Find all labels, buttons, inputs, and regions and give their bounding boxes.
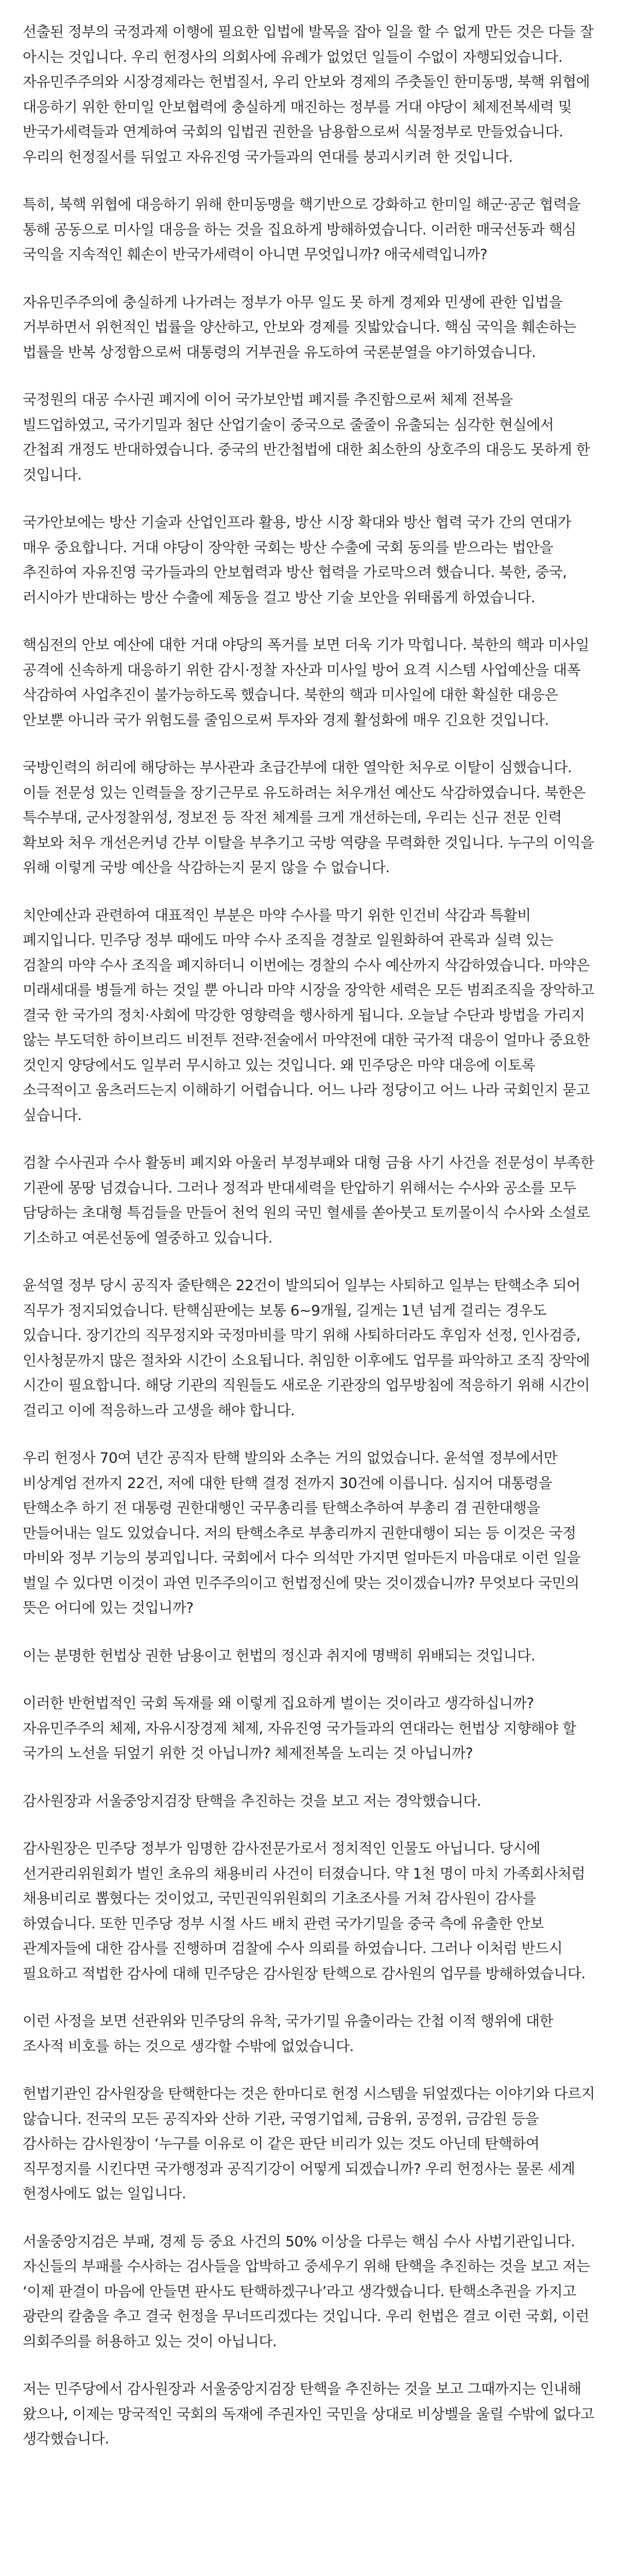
paragraph-4: 국정원의 대공 수사권 폐지에 이어 국가보안법 폐지를 추진함으로써 체제 전복을 빌드업하였고, 국가기밀과 첨단 산업기술이 중국으로 줄줄이 유출되는 심각한 현실에서 간첩죄 개정도 반대하였습니다. 중국의 반간첩법에 대한 최소한의 상호주의 대응도 못하게 한 것입니다. — [23, 391, 590, 483]
paragraph-13: 이러한 반헌법적인 국회 독재를 왜 이렇게 집요하게 벌이는 것이라고 생각하십니까? 자유민주주의 체제, 자유시장경제 체제, 자유진영 국가들과의 연대라는 헌법상 지향해야 할 국가의 노선을 뒤엎기 위한 것 아닙니까? 체제전복을 노리는 것 아닙니까? — [23, 1694, 576, 1761]
paragraph-11: 우리 헌정사 70여 년간 공직자 탄핵 발의와 소추는 거의 없었습니다. 윤석열 정부에서만 비상계엄 전까지 22건, 저에 대한 탄핵 결정 전까지 30건에 이릅니다. 심지어 대통령을 탄핵소추 하기 전 대통령 권한대행인 국무총리를 탄핵소추하여 부총리 겸 권한대행을 만들어내는 일도 있었습니다. 저의 탄핵소추로 부총리까지 권한대행이 되는 등 이것은 국정 마비와 정부 기능의 붕괴입니다. 국회에서 다수 의석만 가지면 얼마든지 마음대로 이런 일을 벌일 수 있다면 이것이 과연 민주주의이고 헌법정신에 맞는 것이겠습니까? 무엇보다 국민의 뜻은 어디에 있는 것입니까? — [23, 1449, 581, 1616]
paragraph-6: 핵심전의 안보 예산에 대한 거대 야당의 폭거를 보면 더욱 기가 막힙니다. 북한의 핵과 미사일 공격에 신속하게 대응하기 위한 감시·정찰 자산과 미사일 방어 요격 시스템 사업예산을 대폭 삭감하여 사업추진이 불가능하도록 했습니다. 북한의 핵과 미사일에 대한 확실한 대응은 안보뿐 아니라 국가 위험도를 줄임으로써 투자와 경제 활성화에 매우 긴요한 것입니다. — [23, 636, 589, 728]
paragraph-8: 치안예산과 관련하여 대표적인 부분은 마약 수사를 막기 위한 인건비 삭감과 특활비 폐지입니다. 민주당 정부 때에도 마약 수사 조직을 경찰로 일원화하여 관록과 실력 있는 검찰의 마약 수사 조직을 폐지하더니 이번에는 경찰의 수사 예산까지 삭감하였습니다. 마약은 미래세대를 병들게 하는 것일 뿐 아니라 마약 시장을 장악한 세력은 모든 범죄조직을 장악하고 결국 한 국가의 정치·사회에 막강한 영향력을 행사하게 됩니다. 오늘날 수단과 방법을 가리지 않는 부도덕한 하이브리드 비전투 전략·전술에서 마약전에 대한 국가적 대응이 얼마나 중요한 것인지 양당에서도 일부러 무시하고 있는 것입니다. 왜 민주당은 마약 대응에 이토록 소극적이고 움츠러드는지 이해하기 어렵습니다. 어느 나라 정당이고 어느 나라 국회인지 묻고 싶습니다. — [23, 906, 594, 1124]
paragraph-19: 저는 민주당에서 감사원장과 서울중앙지검장 탄핵을 추진하는 것을 보고 그때까지는 인내해 왔으나, 이제는 망국적인 국회의 독재에 주권자인 국민을 상대로 비상벨을 울릴 수밖에 없다고 생각했습니다. — [23, 2380, 594, 2447]
paragraph-12: 이는 분명한 헌법상 권한 남용이고 헌법의 정신과 취지에 명백히 위배되는 것입니다. — [23, 1647, 536, 1664]
paragraph-15: 감사원장은 민주당 정부가 임명한 감사전문가로서 정치적인 인물도 아닙니다. 당시에 선거관리위원회가 벌인 초유의 채용비리 사건이 터졌습니다. 약 1천 명이 마치 가족회사처럼 채용비리로 뽑혔다는 것이었고, 국민권익위원회의 기초조사를 거쳐 감사원이 감사를 하였습니다. 또한 민주당 정부 시절 사드 배치 관련 국가기밀을 중국 측에 유출한 안보 관계자들에 대한 감사를 진행하며 검찰에 수사 의뢰를 하였습니다. 그러나 이처럼 반드시 필요하고 적법한 감사에 대해 민주당은 감사원장 탄핵으로 감사원의 업무를 방해하였습니다. — [23, 1840, 586, 1982]
paragraph-2: 특히, 북핵 위협에 대응하기 위해 한미동맹을 핵기반으로 강화하고 한미일 해군·공군 협력을 통해 공동으로 미사일 대응을 하는 것을 집요하게 방해하였습니다. 이러한 매국선동과 핵심 국익을 지속적인 훼손이 반국가세력이 아니면 무엇입니까? 애국세력입니까? — [23, 196, 581, 263]
paragraph-14: 감사원장과 서울중앙지검장 탄핵을 추진하는 것을 보고 저는 경악했습니다. — [23, 1792, 482, 1809]
paragraph-3: 자유민주주의에 충실하게 나가려는 정부가 아무 일도 못 하게 경제와 민생에 관한 입법을 거부하면서 위헌적인 법률을 양산하고, 안보와 경제를 짓밟았습니다. 핵심 국익을 훼손하는 법률을 반복 상정함으로써 대통령의 거부권을 유도하여 국론분열을 야기하였습니다. — [23, 293, 576, 361]
paragraph-7: 국방인력의 허리에 해당하는 부사관과 초급간부에 대한 열악한 처우로 이탈이 심했습니다. 이들 전문성 있는 인력들을 장기근무로 유도하려는 처우개선 예산도 삭감하였습니다. 북한은 특수부대, 군사정찰위성, 정보전 등 작전 체계를 크게 개선하는데, 우리는 신규 전문 인력 확보와 처우 개선은커녕 간부 이탈을 부추기고 국방 역량을 무력화한 것입니다. 누구의 이익을 위해 이렇게 국방 예산을 삭감하는지 묻지 않을 수 없습니다. — [23, 759, 594, 876]
paragraph-17: 헌법기관인 감사원장을 탄핵한다는 것은 한마디로 헌정 시스템을 뒤엎겠다는 이야기와 다르지 않습니다. 전국의 모든 공직자와 산하 기관, 국영기업체, 금융위, 공정위, 금감원 등을 감사하는 감사원장이 ‘누구를 이유로 이 같은 판단 비리가 있는 것도 아닌데 탄핵하여 직무정지를 시킨다면 국가행정과 공직기강이 어떻게 되겠습니까? 우리 헌정사는 물론 세계 헌정사에도 없는 일입니다. — [23, 2085, 595, 2202]
paragraph-10: 윤석열 정부 당시 공직자 줄탄핵은 22건이 발의되어 일부는 사퇴하고 일부는 탄핵소추 되어 직무가 정지되었습니다. 탄핵심판에는 보통 6~9개월, 길게는 1년 넘게 걸리는 경우도 있습니다. 장기간의 직무정지와 국정마비를 막기 위해 사퇴하더라도 후임자 선정, 인사검증, 인사청문까지 많은 절차와 시간이 소요됩니다. 취임한 이후에도 업무를 파악하고 조직 장악에 시간이 필요합니다. 해당 기관의 직원들도 새로운 기관장의 업무방침에 적응하기 위해 시간이 걸리고 이에 적응하느라 고생을 해야 합니다. — [23, 1277, 590, 1419]
paragraph-5: 국가안보에는 방산 기술과 산업인프라 활용, 방산 시장 확대와 방산 협력 국가 간의 연대가 매우 중요합니다. 거대 야당이 장악한 국회는 방산 수출에 국회 동의를 받으라는 법안을 추진하여 자유진영 국가들과의 안보협력과 방산 협력을 가로막으려 했습니다. 북한, 중국, 러시아가 반대하는 방산 수출에 제동을 걸고 방산 기술 보안을 위태롭게 하였습니다. — [23, 514, 571, 606]
paragraph-1: 선출된 정부의 국정과제 이행에 필요한 입법에 발목을 잡아 일을 할 수 없게 만든 것은 다들 잘 아시는 것입니다. 우리 헌정사의 의회사에 유례가 없었던 일들이 수없이 자행되었습니다. 자유민주주의와 시장경제라는 헌법질서, 우리 안보와 경제의 주춧돌인 한미동맹, 북핵 위협에 대응하기 위한 한미일 안보협력에 충실하게 매진하는 정부를 거대 야당이 체제전복세력 및 반국가세력들과 연계하여 국회의 입법권 권한을 남용함으로써 식물정부로 만들었습니다. 우리의 헌정질서를 뒤엎고 자유진영 국가들과의 연대를 붕괴시키려 한 것입니다. — [23, 23, 594, 165]
paragraph-9: 검찰 수사권과 수사 활동비 폐지와 아울러 부정부패와 대형 금융 사기 사건을 전문성이 부족한 기관에 몽땅 넘겼습니다. 그러나 정적과 반대세력을 탄압하기 위해서는 수사와 공소를 모두 담당하는 초대형 특검들을 만들어 천억 원의 국민 혈세를 쏟아붓고 토끼몰이식 수사와 소설로 기소하고 여론선동에 열중하고 있습니다. — [23, 1154, 594, 1246]
paragraph-16: 이런 사정을 보면 선관위와 민주당의 유착, 국가기밀 유출이라는 간첩 이적 행위에 대한 조사적 비호를 하는 것으로 생각할 수밖에 없었습니다. — [23, 2012, 553, 2055]
paragraph-18: 서울중앙지검은 부패, 경제 등 중요 사건의 50% 이상을 다루는 핵심 수사 사법기관입니다. 자신들의 부패를 수사하는 검사들을 압박하고 중세우기 위해 탄핵을 추진하는 것을 보고 저는 ‘이제 판결이 마음에 안들면 판사도 탄핵하겠구나’라고 생각했습니다. 탄핵소추권을 가지고 광란의 칼춤을 추고 결국 헌정을 무너뜨리겠다는 것입니다. 우리 헌법은 결코 이런 국회, 이런 의회주의를 허용하고 있는 것이 아닙니다. — [23, 2232, 590, 2350]
